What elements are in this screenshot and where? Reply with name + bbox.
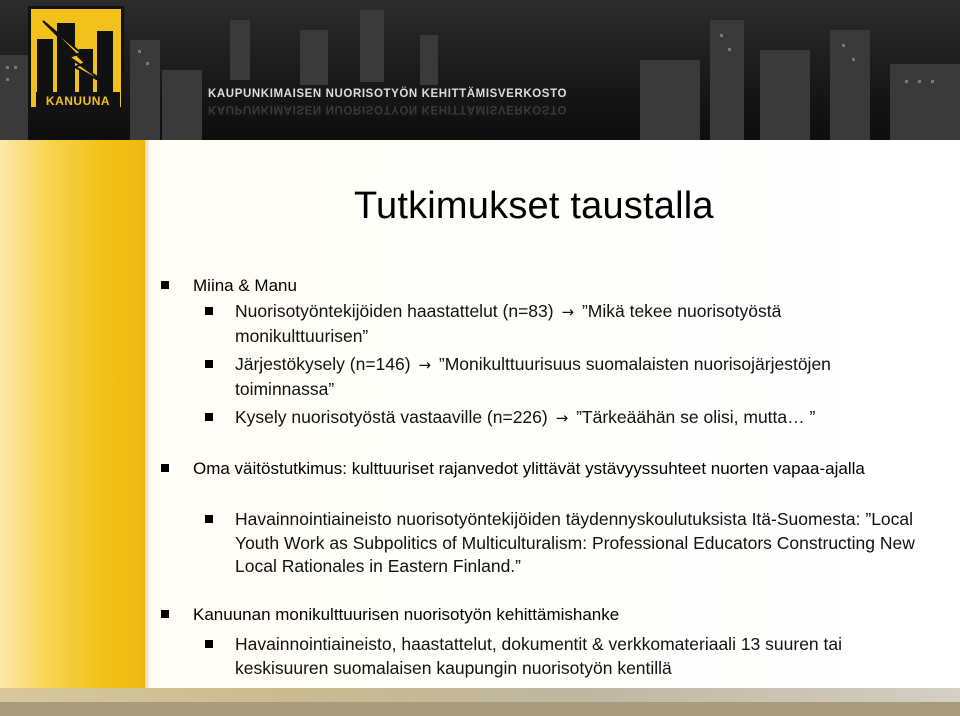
skyline-building: [890, 64, 960, 140]
slide-title: Tutkimukset taustalla: [354, 185, 714, 227]
left-accent-stripe: [0, 140, 145, 716]
sub-list-item: Järjestökysely (n=146) → ”Monikulttuurisuus suomalaisten nuorisojärjestöjen toiminnassa”: [235, 354, 831, 399]
arrow-right-icon: →: [418, 356, 432, 374]
list-item: Oma väitöstutkimus: kulttuuriset rajanvedot ylittävät ystävyyssuhteet nuorten vapaa-ajalla: [193, 459, 865, 478]
header-banner: [0, 0, 960, 140]
bullet-icon: [161, 610, 169, 618]
skyline-building: [420, 35, 438, 85]
bullet-icon: [205, 307, 213, 315]
skyline-building: [360, 10, 384, 82]
list-item: Kanuunan monikulttuurisen nuorisotyön kehittämishanke: [193, 605, 620, 624]
organization-name: KAUPUNKIMAISEN NUORISOTYÖN KEHITTÄMISVERKOSTO: [208, 88, 568, 100]
sub-list-item: Havainnointiaineisto, haastattelut, dokumentit & verkkomateriaali 13 suuren tai keskisuuren suomalaisen kaupungin nuorisotyön kentillä: [235, 634, 843, 678]
bullet-icon: [161, 281, 169, 289]
skyline-building: [162, 70, 202, 140]
arrow-right-icon: →: [555, 409, 569, 427]
bullet-icon: [205, 360, 213, 368]
list-item: Miina & Manu: [193, 276, 297, 295]
skyline-building: [830, 30, 870, 140]
skyline-building: [760, 50, 810, 140]
skyline-building: [640, 60, 700, 140]
sub-list-item: Kysely nuorisotyöstä vastaaville (n=226) → ”Tärkeäähän se olisi, mutta… ”: [235, 407, 816, 427]
bullet-icon: [205, 640, 213, 648]
bullet-icon: [161, 464, 169, 472]
organization-name-reflection: KAUPUNKIMAISEN NUORISOTYÖN KEHITTÄMISVERKOSTO: [208, 103, 568, 115]
bullet-icon: [205, 515, 213, 523]
skyline-building: [230, 20, 250, 80]
arrow-right-icon: →: [561, 303, 575, 321]
skyline-building: [300, 30, 328, 85]
sub-list-item: Havainnointiaineisto nuorisotyöntekijöiden täydennyskoulutuksista Itä-Suomesta: ”Local Youth Work as Subpolitics of Multiculturalism: Professional Educators Constructing New Local Rationales in Eastern Finland.”: [235, 509, 915, 576]
skyline-building: [710, 20, 744, 140]
skyline-building: [130, 40, 160, 140]
bullet-icon: [205, 413, 213, 421]
sub-list-item: Nuorisotyöntekijöiden haastattelut (n=83) → ”Mikä tekee nuorisotyöstä monikulttuurisen”: [235, 301, 782, 346]
logo-text: KANUUNA: [36, 92, 120, 110]
